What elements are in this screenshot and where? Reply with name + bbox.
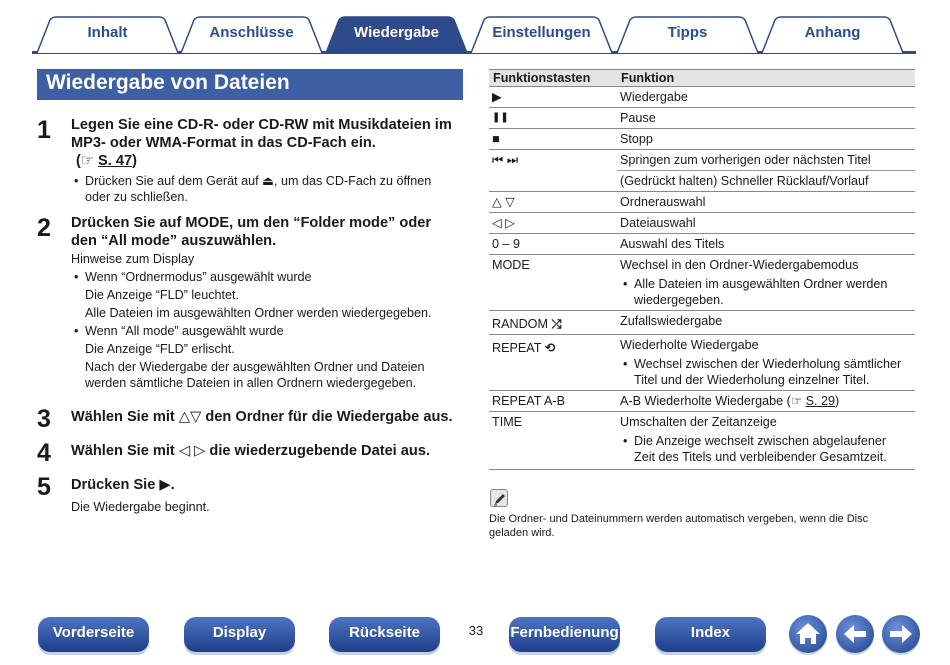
table-row <box>489 192 915 213</box>
list-item-text: • Die Anzeige wechselt zwischen abgelaufener <box>634 434 887 448</box>
reference-hand-icon: ☞ <box>790 394 803 408</box>
step-heading: Drücken Sie ▶. <box>71 477 175 493</box>
tab-label: Wiedergabe <box>354 24 439 41</box>
tab-wiedergabe[interactable] <box>325 16 468 54</box>
table-row <box>489 412 915 470</box>
page-number: 33 <box>468 623 484 638</box>
table-row <box>489 391 915 412</box>
note-pencil-icon <box>490 489 508 507</box>
function-table <box>489 69 915 470</box>
list-item-text: Drücken Sie auf dem Gerät auf ⏏, um das CD-Fach zu öffnen <box>85 174 432 188</box>
list-item <box>71 268 467 286</box>
tab-tipps[interactable] <box>616 16 759 54</box>
list-item <box>620 356 915 388</box>
tab-label: Anhang <box>804 24 861 41</box>
table-cell-text: A-B Wiederholte Wiedergabe <box>620 394 784 408</box>
table-cell <box>617 391 915 411</box>
list-item-text: wiedergegeben. <box>634 293 724 307</box>
reference-hand-icon: ☞ <box>80 153 94 169</box>
body-text: werden sämtliche Dateien in allen Ordnern wiedergegeben. <box>85 376 417 390</box>
table-cell: Stopp <box>620 132 653 146</box>
tab-inhalt[interactable] <box>36 16 179 54</box>
table-cell <box>617 150 915 191</box>
table-cell <box>617 255 915 310</box>
body-text: Die Anzeige “FLD” erlischt. <box>85 342 235 356</box>
table-cell: Ordnerauswahl <box>620 195 706 209</box>
up-down-icon: △ ▽ <box>492 195 515 209</box>
table-row <box>489 150 915 192</box>
left-right-icon: ◁ ▷ <box>492 216 515 230</box>
step-heading <box>71 116 467 170</box>
step-1 <box>37 116 467 206</box>
back-button[interactable] <box>836 615 874 653</box>
table-cell <box>617 335 915 390</box>
tab-einstellungen[interactable] <box>470 16 613 54</box>
table-header-cell: Funktion <box>621 71 675 85</box>
body-text: Die Anzeige “FLD” leuchtet. <box>85 288 239 302</box>
pause-icon: ❚❚ <box>492 112 509 123</box>
table-cell: MODE <box>492 258 530 272</box>
table-cell <box>617 412 915 469</box>
step-heading-line: Legen Sie eine CD-R- oder CD-RW mit Musikdateien im <box>71 117 452 133</box>
table-cell: Pause <box>620 111 656 125</box>
step-heading-line: MP3- oder WMA-Format in das CD-Fach ein. <box>71 135 376 151</box>
table-cell-text: Wiederholte Wiedergabe <box>620 338 759 352</box>
list-item-text: • Wechsel zwischen der Wiederholung sämtlicher <box>634 357 902 371</box>
step-body: Die Wiedergabe beginnt. <box>71 500 210 514</box>
body-text: Hinweise zum Display <box>71 252 195 266</box>
step-number: 3 <box>37 405 51 433</box>
table-cell: Dateiauswahl <box>620 216 696 230</box>
note-line: Die Ordner- und Dateinummern werden automatisch vergeben, wenn die Disc <box>489 513 869 525</box>
list-item-text: oder zu schließen. <box>85 190 188 204</box>
home-icon <box>789 615 827 653</box>
table-row <box>489 108 915 129</box>
step-number: 1 <box>37 116 51 144</box>
table-cell-text: Wechsel in den Ordner-Wiedergabemodus <box>620 258 859 272</box>
list-item-text: • Alle Dateien im ausgewählten Ordner werden <box>634 277 888 291</box>
table-row <box>489 129 915 150</box>
shuffle-icon: ⤮ <box>551 317 562 331</box>
ref-paren: ( <box>76 153 81 169</box>
step-number: 2 <box>37 214 51 242</box>
ref-page-label: S. 47 <box>98 153 133 169</box>
tab-anhang[interactable] <box>761 16 904 54</box>
table-row <box>489 255 915 311</box>
table-cell: REPEAT A-B <box>492 394 566 408</box>
table-cell: Zufallswiedergabe <box>620 314 723 328</box>
index-button[interactable]: Index <box>655 617 766 652</box>
table-header <box>489 69 915 87</box>
list-item-text: Wenn “All mode” ausgewählt wurde <box>85 324 284 338</box>
home-button[interactable] <box>789 615 827 653</box>
step-5 <box>37 473 467 516</box>
front-panel-button[interactable]: Vorderseite <box>38 617 149 652</box>
table-cell: TIME <box>492 415 523 429</box>
list-item <box>71 322 467 340</box>
list-item-text: Zeit des Titels und verbleibender Gesamtzeit. <box>634 450 887 464</box>
step-body <box>71 172 467 206</box>
table-cell <box>489 335 617 390</box>
step-heading-line: Drücken Sie auf MODE, um den “Folder mode” oder <box>71 215 432 231</box>
tab-label: Anschlüsse <box>209 24 294 41</box>
page-reference-link[interactable]: (☞ S. 29) <box>786 394 840 408</box>
rear-panel-button[interactable]: Rückseite <box>329 617 440 652</box>
forward-button[interactable] <box>882 615 920 653</box>
stop-icon: ■ <box>492 132 500 146</box>
list-item <box>620 276 915 308</box>
note-text <box>489 512 909 540</box>
step-number: 4 <box>37 439 51 467</box>
step-heading: Wählen Sie mit ◁ ▷ die wiederzugebende Datei aus. <box>71 443 430 459</box>
tab-anschluesse[interactable] <box>180 16 323 54</box>
table-cell: Auswahl des Titels <box>620 237 725 251</box>
step-heading-line: den “All mode” auszuwählen. <box>71 233 277 249</box>
list-item-text: Wenn “Ordnermodus” ausgewählt wurde <box>85 270 312 284</box>
arrow-right-icon <box>882 615 920 653</box>
step-heading <box>71 214 467 250</box>
table-cell-text: RANDOM <box>492 317 548 331</box>
step-number: 5 <box>37 473 51 501</box>
table-row <box>489 335 915 391</box>
body-text: Alle Dateien im ausgewählten Ordner werden wiedergegeben. <box>85 306 432 320</box>
table-cell-text: Springen zum vorherigen oder nächsten Titel <box>620 153 871 167</box>
tab-label: Einstellungen <box>492 24 591 41</box>
top-tab-bar <box>32 16 916 54</box>
page-reference-link[interactable] <box>76 152 467 170</box>
step-3 <box>37 405 467 433</box>
skip-icon: ⏮ ⏭ <box>492 153 519 167</box>
list-item <box>620 433 915 467</box>
table-cell-text: REPEAT <box>492 341 542 355</box>
repeat-icon: ⟲ <box>544 341 556 355</box>
display-button[interactable]: Display <box>184 617 295 652</box>
body-text: Nach der Wiedergabe der ausgewählten Ordner und Dateien <box>85 360 425 374</box>
tab-label: Inhalt <box>87 24 128 41</box>
play-icon: ▶ <box>492 90 502 104</box>
table-header-cell: Funktionstasten <box>493 71 591 85</box>
step-2 <box>37 214 467 392</box>
step-4 <box>37 439 467 467</box>
list-item-text: Titel und der Wiederholung einzelner Titel. <box>634 373 870 387</box>
section-title: Wiedergabe von Dateien <box>37 69 463 100</box>
table-cell-text: Umschalten der Zeitanzeige <box>620 415 777 429</box>
arrow-left-icon <box>836 615 874 653</box>
list-item <box>71 172 467 190</box>
ref-page-label: S. 29 <box>805 394 836 408</box>
ref-paren: ) <box>132 153 137 169</box>
table-row <box>489 87 915 108</box>
remote-control-button[interactable]: Fernbedienung <box>509 617 620 652</box>
table-cell: Wiedergabe <box>620 90 688 104</box>
table-row <box>489 311 915 335</box>
table-cell-text: (Gedrückt halten) Schneller Rücklauf/Vorlauf <box>617 170 915 191</box>
note-line: geladen wird. <box>489 527 555 539</box>
tab-label: Tipps <box>667 24 708 41</box>
table-row <box>489 234 915 255</box>
step-heading: Wählen Sie mit △▽ den Ordner für die Wiedergabe aus. <box>71 409 453 425</box>
table-cell <box>489 311 617 334</box>
table-cell: 0 – 9 <box>492 237 521 251</box>
step-body <box>71 250 467 392</box>
table-row <box>489 213 915 234</box>
